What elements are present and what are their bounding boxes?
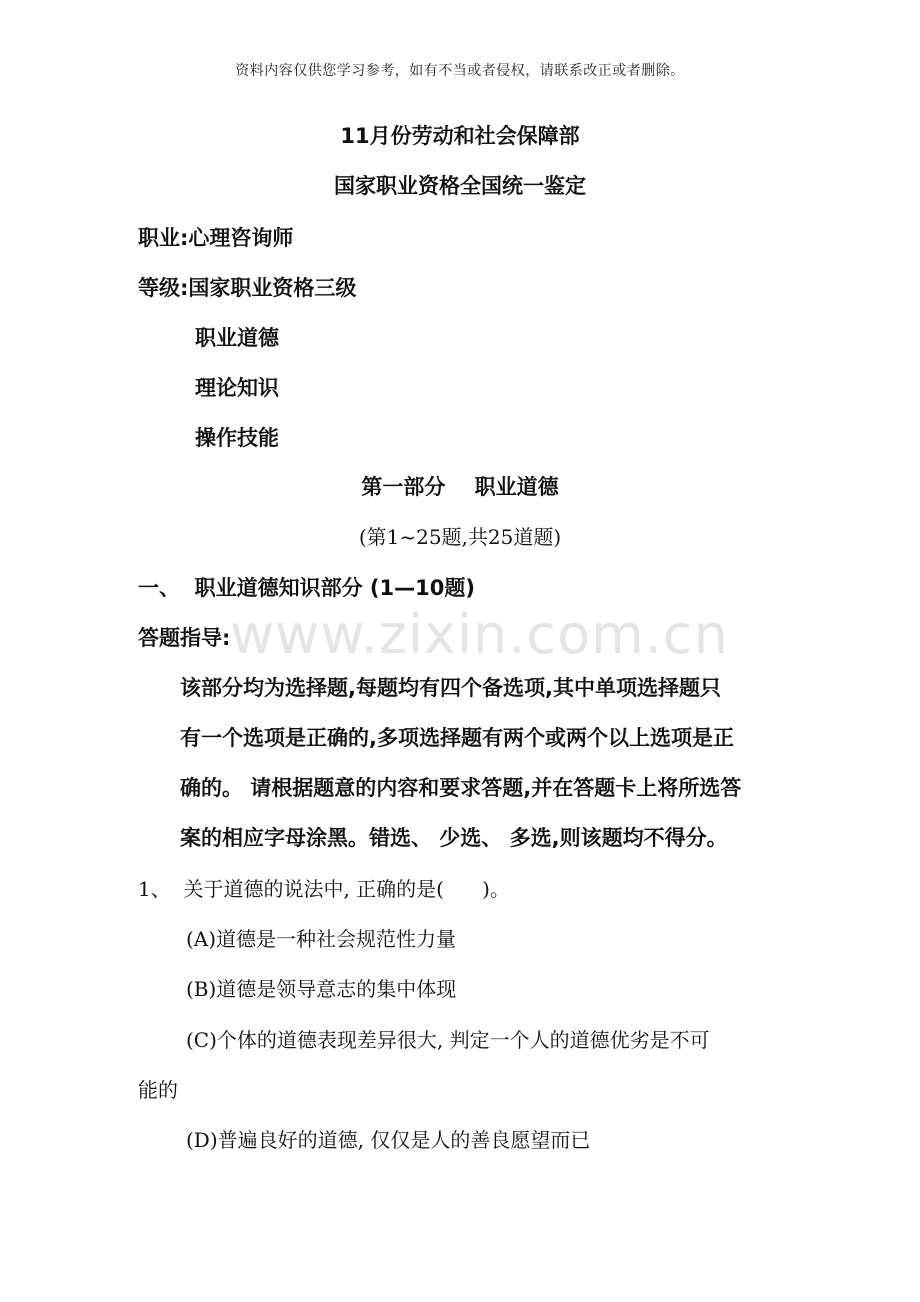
question-1-stem: 1、 关于道德的说法中, 正确的是( )。 — [138, 877, 510, 901]
level-value: 国家职业资格三级 — [188, 276, 357, 300]
occupation-label: 职业 — [138, 226, 180, 250]
part-subtitle: (第1~25题,共25道题) — [358, 525, 562, 549]
section-heading: 一、 职业道德知识部分 (1—10题) — [138, 576, 475, 600]
answer-guide-line: 有一个选项是正确的,多项选择题有两个或两个以上选项是正 — [180, 726, 734, 750]
section-list-item: 操作技能 — [195, 426, 279, 450]
part-title: 第一部分 职业道德 — [361, 475, 559, 499]
answer-guide-line: 案的相应字母涂黑。错选、 少选、 多选,则该题均不得分。 — [180, 826, 728, 850]
level-separator: : — [180, 276, 189, 300]
answer-guide-line: 确的。 请根据题意的内容和要求答题,并在答题卡上将所选答 — [180, 776, 742, 800]
site-watermark: www.zixin.com.cn — [230, 603, 729, 666]
question-1-option-b: (B)道德是领导意志的集中体现 — [186, 977, 457, 1001]
question-1-option-c-continuation: 能的 — [138, 1078, 178, 1102]
section-list-item: 职业道德 — [195, 326, 279, 350]
disclaimer-note: 资料内容仅供您学习参考，如有不当或者侵权，请联系改正或者删除。 — [235, 63, 685, 79]
question-1-option-c: (C)个体的道德表现差异很大, 判定一个人的道德优劣是不可 — [186, 1028, 710, 1052]
document-title-line2: 国家职业资格全国统一鉴定 — [334, 174, 586, 198]
occupation-separator: : — [180, 226, 189, 250]
question-1-option-d: (D)普遍良好的道德, 仅仅是人的善良愿望而已 — [186, 1128, 591, 1152]
level-label: 等级 — [138, 276, 180, 300]
question-1-option-a: (A)道德是一种社会规范性力量 — [186, 927, 457, 951]
answer-guide-label: 答题指导: — [138, 626, 231, 650]
occupation-field — [138, 228, 293, 249]
occupation-value: 心理咨询师 — [188, 226, 294, 250]
answer-guide-line: 该部分均为选择题,每题均有四个备选项,其中单项选择题只 — [180, 676, 721, 700]
section-list-item: 理论知识 — [195, 376, 279, 400]
document-title-line1: 11月份劳动和社会保障部 — [340, 124, 580, 148]
level-field — [138, 278, 356, 299]
